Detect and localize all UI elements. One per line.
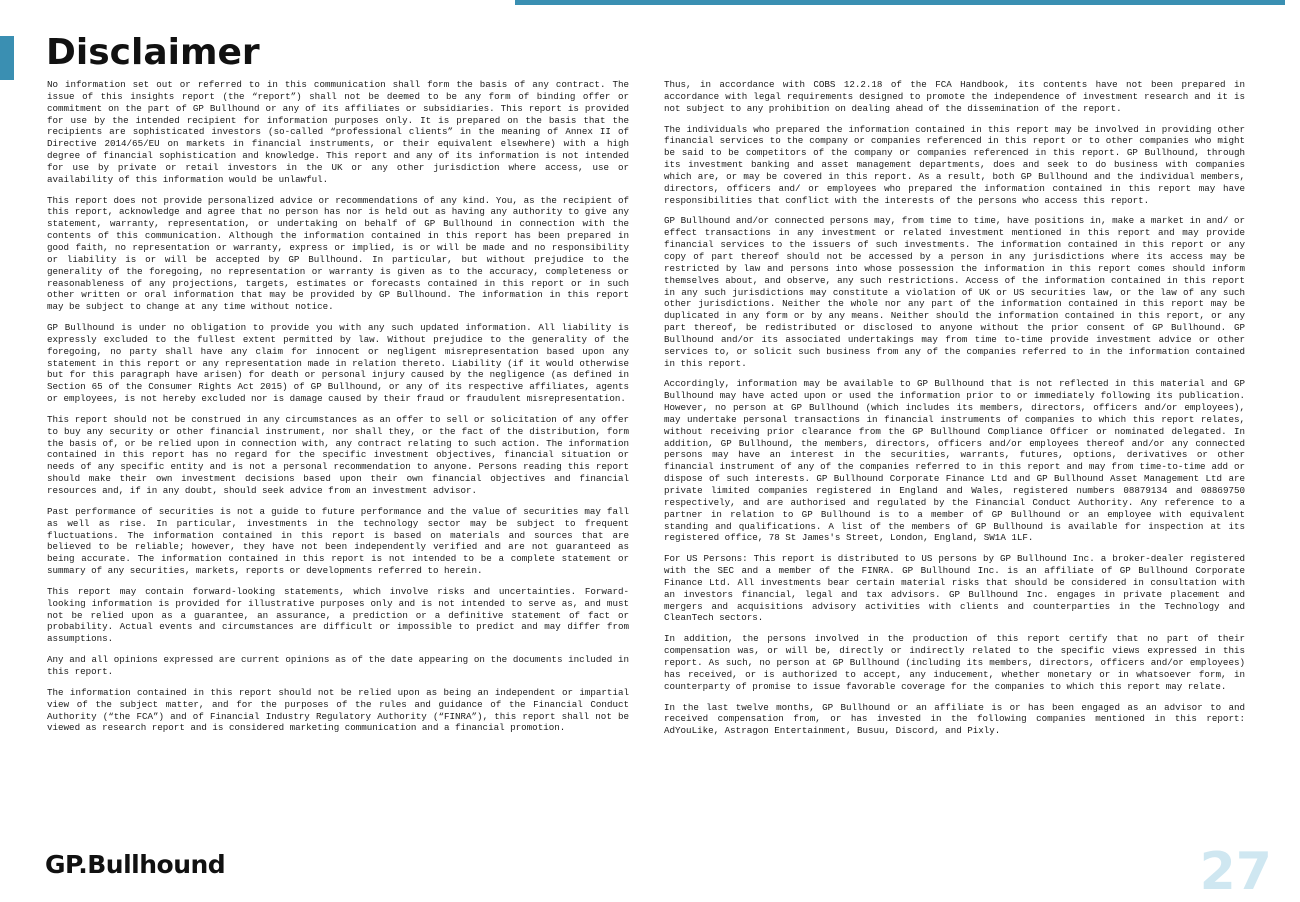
right-text-column	[664, 79, 1245, 746]
paragraph: GP Bullhound and/or connected persons may, from time to time, have positions in, make a market in and/ or effect transactions in any investment or related investment mentioned in this report and may provide financial services to the issuers of such investments. The information contained in this report or any copy of part thereof should not be accessed by a person in any jurisdictions where its access may be restricted by law and persons into whose possession the information in this report comes should inform themselves about, and observe, any such restrictions. Access of the information contained in this report in any such jurisdictions may constitute a violation of UK or US securities law, or the law of any such other jurisdictions. Neither the whole nor any part of the information contained in this report may be duplicated in any form or by any means. Neither should the information contained in this report, or any part thereof, be redistributed or disclosed to anyone without the prior consent of GP Bullhound. GP Bullhound and/or its associated undertakings may from time to-time provide investment advice or other services to, or solicit such business from any of the companies referred to in the information contained in this report.	[664, 215, 1245, 369]
paragraph: This report may contain forward-looking statements, which involve risks and uncertainties. Forward-looking information is provided for illustrative purposes only and is not intended to serve as, and must not be relied upon as a guarantee, an assurance, a prediction or a definitive statement of fact or probability. Actual events and circumstances are difficult or impossible to predict and may differ from assumptions.	[47, 585, 629, 645]
paragraph: GP Bullhound is under no obligation to provide you with any such updated information. All liability is expressly excluded to the fullest extent permitted by law. Without prejudice to the generality of the foregoing, no party shall have any claim for innocent or negligent misrepresentation based upon any statement in this report or any representation made in relation thereto. Liability (if it would otherwise but for this paragraph have arisen) for death or personal injury caused by the negligence (as defined in Section 65 of the Consumer Rights Act 2015) of GP Bullhound, or any of its respective affiliates, agents or employees, is not hereby excluded nor is damage caused by their fraud or fraudulent misrepresentation.	[47, 322, 629, 405]
page-number: 27	[1199, 842, 1272, 902]
paragraph: This report should not be construed in any circumstances as an offer to sell or solicitation of any offer to buy any security or other financial instrument, nor shall they, or the fact of the distribution, form the basis of, or be relied upon in connection with, any contract relating to such action. The information contained in this report has no regard for the specific investment objectives, financial situation or needs of any specific entity and is not a personal recommendation to anyone. Persons reading this report should make their own investment decisions based upon their own financial objectives and financial resources and, if in any doubt, should seek advice from an investment advisor.	[47, 413, 629, 496]
paragraph: For US Persons: This report is distributed to US persons by GP Bullhound Inc. a broker-dealer registered with the SEC and a member of the FINRA. GP Bullhound Inc. is an affiliate of GP Bullhound Corporate Finance Ltd. All investments bear certain material risks that should be considered in consultation with an investors financial, legal and tax advisors. GP Bullhound Inc. engages in private placement and mergers and acquisitions advisory activities with clients and counterparties in the Technology and CleanTech sectors.	[664, 553, 1245, 624]
paragraph: Thus, in accordance with COBS 12.2.18 of the FCA Handbook, its contents have not been prepared in accordance with legal requirements designed to promote the independence of investment research and it is not subject to any prohibition on dealing ahead of the dissemination of the report.	[664, 79, 1245, 114]
top-accent-rule	[515, 0, 1285, 5]
left-text-column	[47, 79, 629, 743]
page-title: Disclaimer	[46, 32, 260, 73]
paragraph: Past performance of securities is not a guide to future performance and the value of securities may fall as well as rise. In particular, investments in the technology sector may be subject to frequent fluctuations. The information contained in this report is based on materials and sources that are believed to be reliable; however, they have not been independently verified and are not guaranteed as being accurate. The information contained in this report is not intended to be a complete statement or summary of any securities, markets, reports or developments referred to herein.	[47, 505, 629, 577]
paragraph: The information contained in this report should not be relied upon as being an independent or impartial view of the subject matter, and for the purposes of the rules and guidance of the Financial Conduct Authority (“the FCA”) and of Financial Industry Regulatory Authority (“FINRA”), this report shall not be viewed as research report and is considered marketing communication and a financial promotion.	[47, 686, 629, 734]
paragraph: No information set out or referred to in this communication shall form the basis of any contract. The issue of this insights report (the “report”) shall not be deemed to be any form of binding offer or commitment on the part of GP Bullhound or any of its affiliates or subsidiaries. This report is provided for use by the intended recipient for information purposes only. It is prepared on the basis that the recipients are sophisticated investors (so-called “professional clients” in the meaning of Annex II of Directive 2014/65/EU on markets in financial instruments, or their equivalent elsewhere) with a high degree of financial sophistication and knowledge. This report and any of its information is not intended for use by private or retail investors in the UK or any other jurisdiction where access, use or availability of this information would be unlawful.	[47, 79, 629, 185]
paragraph: Accordingly, information may be available to GP Bullhound that is not reflected in this material and GP Bullhound may have acted upon or used the information prior to or immediately following its publication. However, no person at GP Bullhound (which includes its members, directors, officers and/or employees), may undertake personal transactions in financial instruments of companies to which this report relates, without receiving prior clearance from the GP Bullhound Compliance Officer or nominated delegated. In addition, GP Bullhound, the members, directors, officers and/or employees thereof and/or any connected persons may have an interest in the securities, warrants, futures, options, derivatives or other financial instrument of any of the companies referred to in this report and may from time-to-time add or dispose of such interests. GP Bullhound Corporate Finance Ltd and GP Bullhound Asset Management Ltd are private limited companies registered in England and Wales, registered numbers 08879134 and 08869750 respectively, and are authorised and regulated by the Financial Conduct Authority. Any reference to a partner in relation to GP Bullhound is to a member of GP Bullhound or an employee with equivalent standing and qualifications. A list of the members of GP Bullhound is available for inspection at its registered office, 78 St James's Street, London, England, SW1A 1LF.	[664, 378, 1245, 544]
paragraph: In the last twelve months, GP Bullhound or an affiliate is or has been engaged as an advisor to and received compensation from, or has invested in the following companies mentioned in this report: AdYouLike, Astragon Entertainment, Busuu, Discord, and Pixly.	[664, 701, 1245, 737]
paragraph: This report does not provide personalized advice or recommendations of any kind. You, as the recipient of this report, acknowledge and agree that no person has nor is held out as having any authority to give any statement, warranty, representation, or undertaking on behalf of GP Bullhound in connection with the contents of this communication. Although the information contained in this report has been prepared in good faith, no representation or warranty, express or implied, is or will be made and no responsibility or liability is or will be accepted by GP Bullhound. In particular, but without prejudice to the generality of the foregoing, no representation or warranty is given as to the accuracy, completeness or reasonableness of any projections, targets, estimates or forecasts contained in this report or in such other written or oral information that may be provided by GP Bullhound. The information in this report may be subject to change at any time without notice.	[47, 194, 629, 313]
paragraph: Any and all opinions expressed are current opinions as of the date appearing on the documents included in this report.	[47, 654, 629, 677]
side-accent-tab	[0, 36, 14, 80]
gp-bullhound-logo: GP.Bullhound	[45, 850, 226, 879]
paragraph: The individuals who prepared the information contained in this report may be involved in providing other financial services to the company or companies referenced in this report or to other companies who might be said to be competitors of the company or companies referenced in this report. GP Bullhound, through its investment banking and asset management departments, does and seek to do business with companies which are, or may be covered in this report. As a result, both GP Bullhound and the individual members, directors, officers and/ or employees who prepared the information contained in this report may have responsibilities that conflict with the interests of the persons who access this report.	[664, 123, 1245, 206]
paragraph: In addition, the persons involved in the production of this report certify that no part of their compensation was, or will be, directly or indirectly related to the specific views expressed in this report. As such, no person at GP Bullhound (including its members, directors, officers and/or employees) has received, or is authorized to accept, any inducement, whether monetary or in whatsoever form, in counterparty of promise to issue favorable coverage for the companies to which this report may relate.	[664, 633, 1245, 692]
